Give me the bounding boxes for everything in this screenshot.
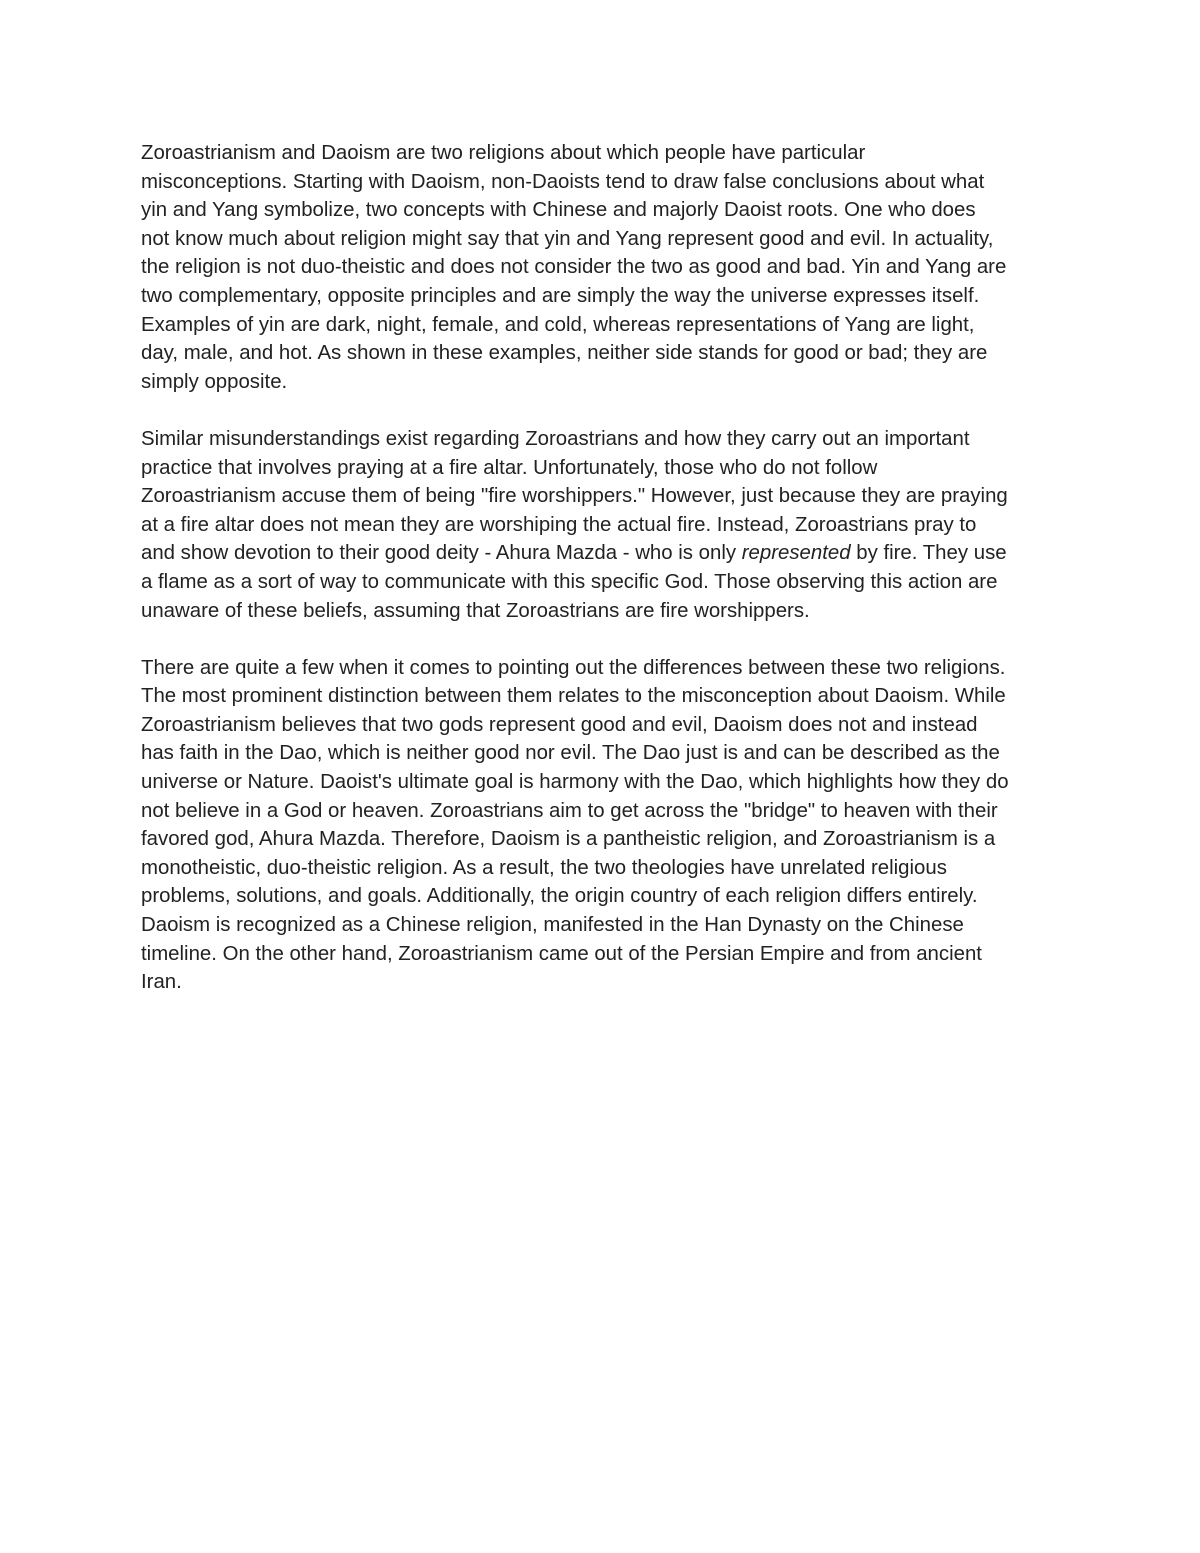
text-run: and show devotion to their good deity - Ahura Mazda - who is only	[141, 542, 742, 565]
text-line: two complementary, opposite principles and are simply the way the universe expresses itself.	[141, 284, 980, 307]
text-line: Daoism is recognized as a Chinese religion, manifested in the Han Dynasty on the Chinese	[141, 914, 964, 937]
italic-emphasis: represented	[741, 542, 851, 565]
text-line: yin and Yang symbolize, two concepts with Chinese and majorly Daoist roots. One who does	[141, 199, 976, 222]
text-line: Zoroastrianism accuse them of being "fire worshippers." However, just because they are praying	[141, 485, 1008, 508]
text-line: monotheistic, duo-theistic religion. As a result, the two theologies have unrelated religious	[141, 856, 947, 879]
text-line: Examples of yin are dark, night, female, and cold, whereas representations of Yang are light,	[141, 313, 975, 336]
paragraph-3	[141, 654, 1066, 997]
text-line: Iran.	[141, 971, 182, 994]
text-line: Zoroastrianism and Daoism are two religions about which people have particular	[141, 142, 866, 164]
text-line: day, male, and hot. As shown in these examples, neither side stands for good or bad; they are	[141, 342, 988, 365]
paragraph-2	[141, 425, 1066, 625]
text-line: the religion is not duo-theistic and does not consider the two as good and bad. Yin and Yang are	[141, 256, 1007, 279]
text-line: a flame as a sort of way to communicate with this specific God. Those observing this action are	[141, 570, 998, 593]
document-body	[141, 139, 1066, 1025]
text-line: not know much about religion might say that yin and Yang represent good and evil. In actuality,	[141, 227, 994, 250]
text-line: simply opposite.	[141, 370, 288, 393]
text-run: by fire. They use	[850, 542, 1007, 565]
text-line: has faith in the Dao, which is neither good nor evil. The Dao just is and can be described as the	[141, 742, 1000, 765]
text-line: favored god, Ahura Mazda. Therefore, Daoism is a pantheistic religion, and Zoroastrianism is a	[141, 828, 996, 851]
text-line: The most prominent distinction between them relates to the misconception about Daoism. While	[141, 685, 1006, 708]
text-line: universe or Nature. Daoist's ultimate goal is harmony with the Dao, which highlights how they do	[141, 771, 1009, 794]
text-line: practice that involves praying at a fire altar. Unfortunately, those who do not follow	[141, 456, 878, 479]
text-line: not believe in a God or heaven. Zoroastrians aim to get across the "bridge" to heaven with their	[141, 799, 998, 822]
text-line: problems, solutions, and goals. Additionally, the origin country of each religion differs entirely.	[141, 885, 978, 908]
text-line: Zoroastrianism believes that two gods represent good and evil, Daoism does not and instead	[141, 713, 978, 736]
text-line: unaware of these beliefs, assuming that Zoroastrians are fire worshippers.	[141, 599, 810, 622]
paragraph-1	[141, 139, 1066, 396]
text-line: There are quite a few when it comes to pointing out the differences between these two religions.	[141, 656, 1006, 679]
text-line: at a fire altar does not mean they are worshiping the actual fire. Instead, Zoroastrians pray to	[141, 513, 977, 536]
text-line: Similar misunderstandings exist regarding Zoroastrians and how they carry out an important	[141, 427, 970, 450]
text-line: timeline. On the other hand, Zoroastrianism came out of the Persian Empire and from ancient	[141, 942, 982, 965]
text-line: misconceptions. Starting with Daoism, non-Daoists tend to draw false conclusions about what	[141, 170, 985, 193]
text-line-with-italic	[141, 539, 1066, 568]
